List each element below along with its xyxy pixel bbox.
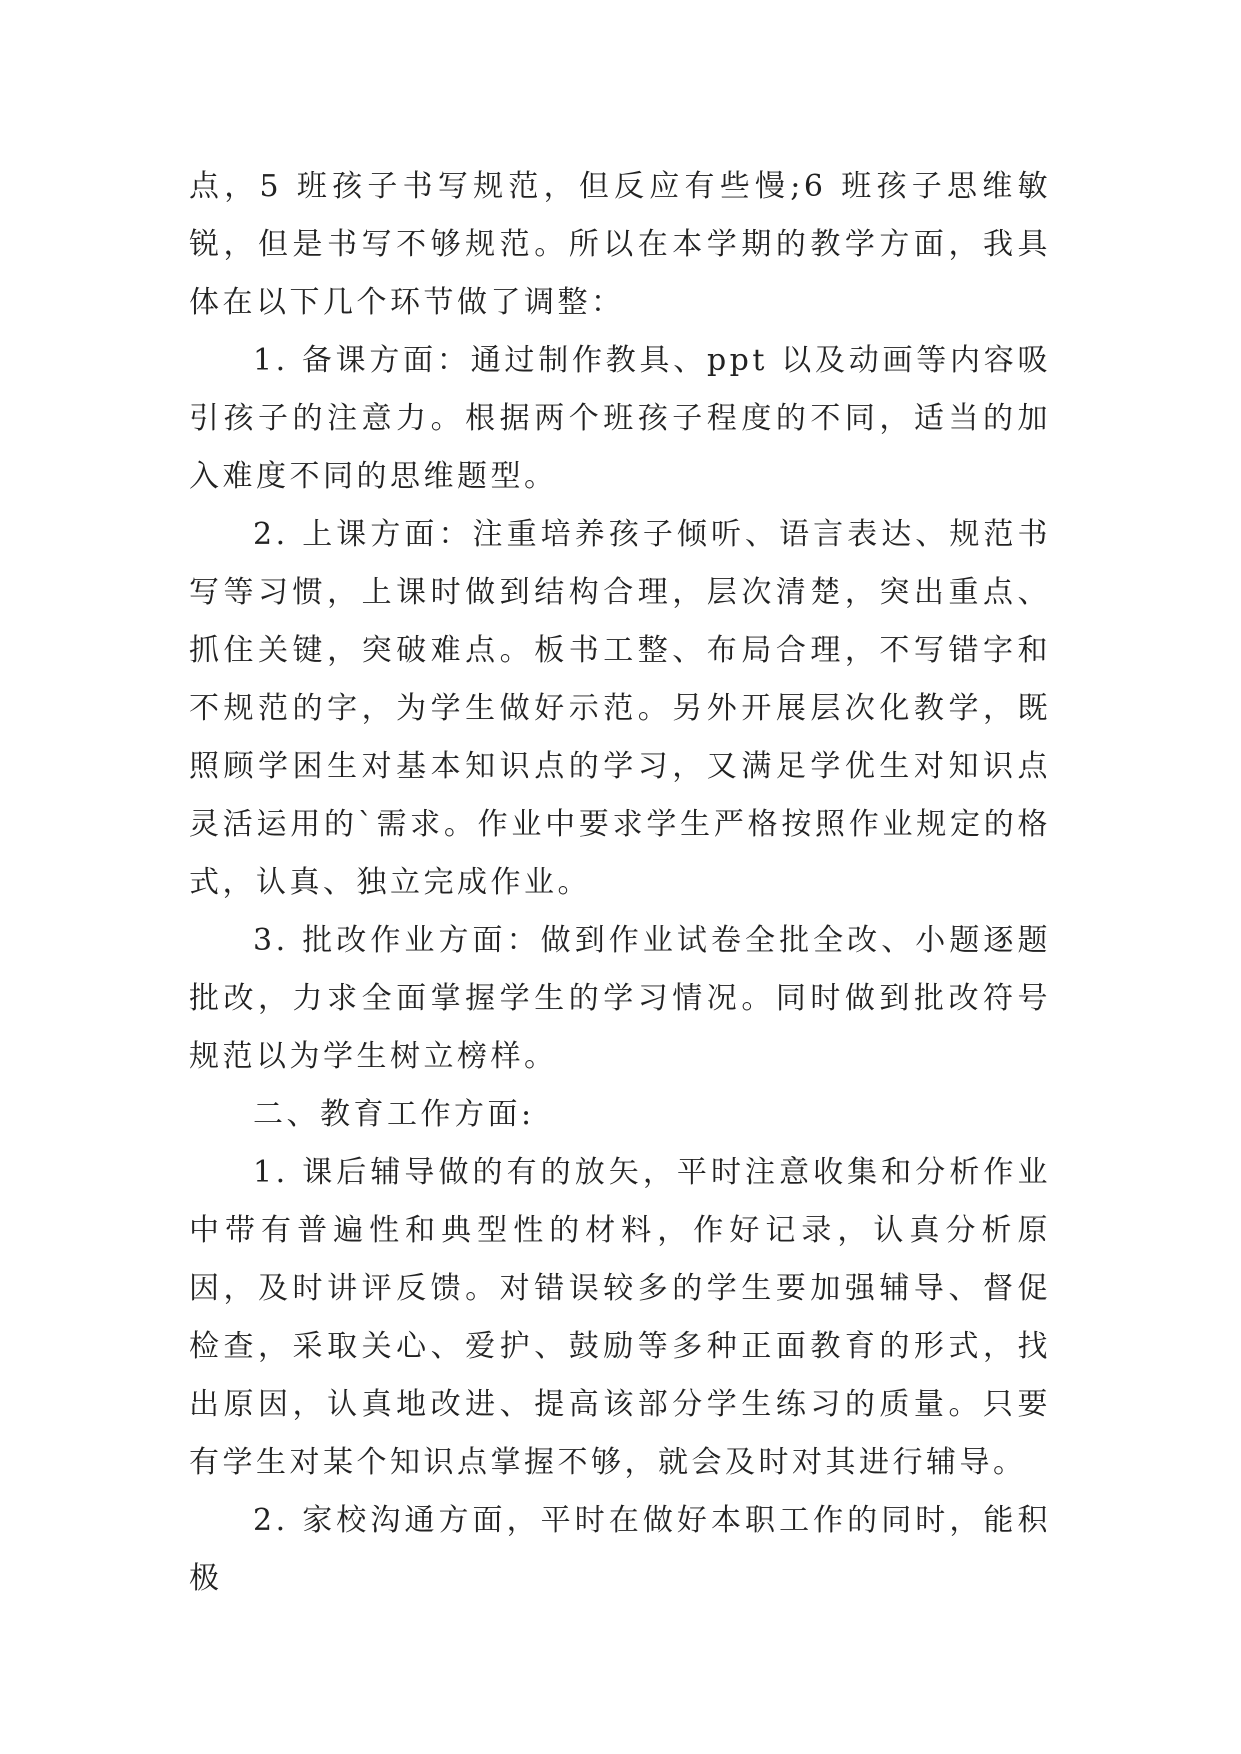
section-heading-education-work: 二、教育工作方面: [253,1097,535,1132]
paragraph-homework-grading: 3. 批改作业方面：做到作业试卷全批全改、小题逐题批改，力求全面掌握学生的学习情况。同时做到批改符号规范以为学生树立榜样。 [189,923,1051,1074]
paragraph-class-comparison: 点，5 班孩子书写规范，但反应有些慢;6 班孩子思维敏锐，但是书写不够规范。所以在本学期的教学方面，我具体在以下几个环节做了调整： [189,169,1051,320]
paragraph-after-class-tutoring: 1. 课后辅导做的有的放矢，平时注意收集和分析作业中带有普遍性和典型性的材料，作好记录，认真分析原因，及时讲评反馈。对错误较多的学生要加强辅导、督促检查，采取关心、爱护、鼓励等多种正面教育的形式，找出原因，认真地改进、提高该部分学生练习的质量。只要有学生对某个知识点掌握不够，就会及时对其进行辅导。 [189,1155,1051,1480]
paragraph-lesson-prep: 1. 备课方面：通过制作教具、ppt 以及动画等内容吸引孩子的注意力。根据两个班孩子程度的不同，适当的加入难度不同的思维题型。 [189,343,1051,494]
document-body [189,158,1051,1608]
paragraph-home-school-communication: 2. 家校沟通方面，平时在做好本职工作的同时，能积极 [189,1503,1051,1596]
paragraph-classroom-teaching: 2. 上课方面：注重培养孩子倾听、语言表达、规范书写等习惯，上课时做到结构合理，层次清楚，突出重点、抓住关键，突破难点。板书工整、布局合理，不写错字和不规范的字，为学生做好示范。另外开展层次化教学，既照顾学困生对基本知识点的学习，又满足学优生对知识点灵活运用的`需求。作业中要求学生严格按照作业规定的格式，认真、独立完成作业。 [189,517,1051,900]
